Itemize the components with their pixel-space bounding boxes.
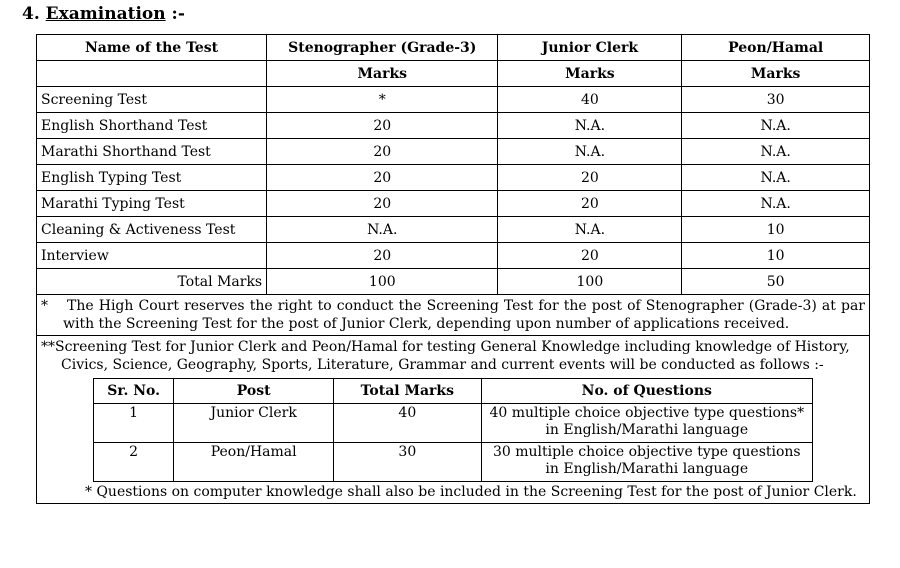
post-header-junior-clerk: Junior Clerk <box>498 35 682 61</box>
total-marks-header: Total Marks <box>334 379 481 404</box>
marks-cell: 30 <box>334 443 481 482</box>
empty-header-cell <box>37 61 267 87</box>
note-row <box>37 295 870 336</box>
note-1 <box>41 297 865 333</box>
screening-table <box>93 378 813 482</box>
test-name: Marathi Shorthand Test <box>37 139 267 165</box>
table-row <box>37 243 870 269</box>
total-cell: 50 <box>682 269 870 295</box>
table-row <box>37 191 870 217</box>
marks-header-row <box>37 61 870 87</box>
test-name: English Typing Test <box>37 165 267 191</box>
test-name: Interview <box>37 243 267 269</box>
marks-header: Marks <box>498 61 682 87</box>
note-1-mark: * <box>41 298 48 314</box>
sr-no-cell: 2 <box>94 443 174 482</box>
total-cell: 100 <box>498 269 682 295</box>
sub-header-row <box>94 379 813 404</box>
marks-cell: * <box>267 87 498 113</box>
table-row <box>37 87 870 113</box>
marks-cell: 20 <box>498 243 682 269</box>
sr-no-header: Sr. No. <box>94 379 174 404</box>
marks-cell: 40 <box>498 87 682 113</box>
marks-cell: N.A. <box>682 165 870 191</box>
post-cell: Junior Clerk <box>174 404 334 443</box>
marks-cell: 20 <box>267 191 498 217</box>
header-row <box>37 35 870 61</box>
note-1-text: The High Court reserves the right to conduct the Screening Test for the post of Stenographer (Grade-3) at par with the Screening Test for the post of Junior Clerk, depending upon number of applications received. <box>63 298 865 332</box>
marks-cell: N.A. <box>682 191 870 217</box>
table-row <box>37 139 870 165</box>
marks-cell: N.A. <box>498 217 682 243</box>
post-cell: Peon/Hamal <box>174 443 334 482</box>
table-row <box>37 165 870 191</box>
footnote: * Questions on computer knowledge shall also be included in the Screening Test for the post of Junior Clerk. <box>85 484 857 500</box>
section-suffix: :- <box>165 4 185 24</box>
note-cell <box>37 336 870 504</box>
questions-cell: 30 multiple choice objective type questions in English/Marathi language <box>481 443 812 482</box>
marks-cell: 20 <box>267 243 498 269</box>
marks-header: Marks <box>267 61 498 87</box>
marks-cell: N.A. <box>682 139 870 165</box>
marks-cell: 20 <box>267 165 498 191</box>
test-name: English Shorthand Test <box>37 113 267 139</box>
marks-cell: 20 <box>267 113 498 139</box>
test-name: Cleaning & Activeness Test <box>37 217 267 243</box>
marks-cell: 40 <box>334 404 481 443</box>
table-row <box>37 113 870 139</box>
marks-cell: N.A. <box>498 113 682 139</box>
marks-cell: N.A. <box>267 217 498 243</box>
total-label: Total Marks <box>37 269 267 295</box>
post-header-stenographer: Stenographer (Grade-3) <box>267 35 498 61</box>
note-2: **Screening Test for Junior Clerk and Peon/Hamal for testing General Knowledge including knowledge of History, Civics, Science, Geography, Sports, Literature, Grammar and current events will be conducted as follows :- <box>41 339 850 373</box>
questions-cell: 40 multiple choice objective type questions* in English/Marathi language <box>481 404 812 443</box>
total-cell: 100 <box>267 269 498 295</box>
table-row <box>37 217 870 243</box>
section-number: 4. <box>22 4 40 24</box>
note-cell <box>37 295 870 336</box>
marks-cell: 20 <box>498 165 682 191</box>
marks-cell: 20 <box>498 191 682 217</box>
section-heading <box>22 4 185 24</box>
examination-table <box>36 34 870 504</box>
marks-cell: 30 <box>682 87 870 113</box>
sr-no-cell: 1 <box>94 404 174 443</box>
test-name: Screening Test <box>37 87 267 113</box>
marks-cell: N.A. <box>682 113 870 139</box>
marks-cell: N.A. <box>498 139 682 165</box>
section-title: Examination <box>45 4 166 24</box>
marks-cell: 10 <box>682 243 870 269</box>
test-name: Marathi Typing Test <box>37 191 267 217</box>
table-row <box>94 443 813 482</box>
note-row <box>37 336 870 504</box>
marks-cell: 10 <box>682 217 870 243</box>
post-header: Post <box>174 379 334 404</box>
total-row <box>37 269 870 295</box>
post-header-peon: Peon/Hamal <box>682 35 870 61</box>
questions-header: No. of Questions <box>481 379 812 404</box>
marks-header: Marks <box>682 61 870 87</box>
table-row <box>94 404 813 443</box>
marks-cell: 20 <box>267 139 498 165</box>
test-name-header: Name of the Test <box>37 35 267 61</box>
